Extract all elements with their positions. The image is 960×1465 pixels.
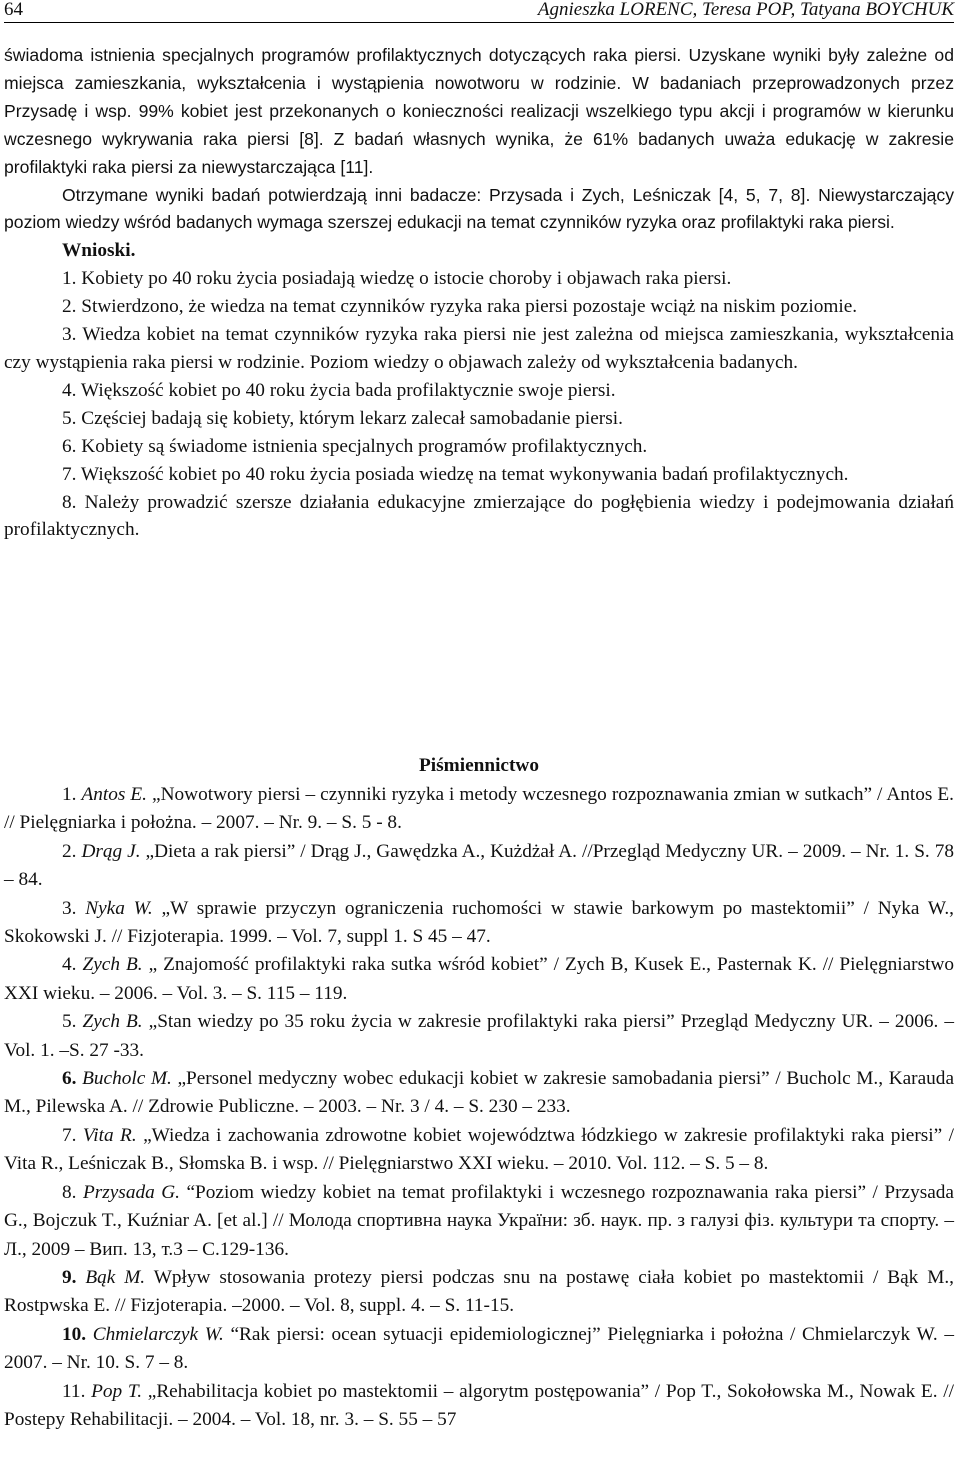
reference-number: 9. [62, 1266, 77, 1288]
reference-number: 6. [62, 1068, 77, 1090]
reference-author: Zych B. [82, 1011, 143, 1033]
conclusion-item: 4. Większość kobiet po 40 roku życia bada profilaktycznie swoje piersi. [62, 379, 616, 401]
reference-text: „Personel medyczny wobec edukacji kobiet w zakresie samobadania piersi” / Bucholc M., Karauda M., Pilewska A. // Zdrowie Publiczne. – 2003. – Nr. 3 / 4. – S. 230 – 233. [4, 1068, 955, 1118]
body-text [4, 42, 954, 544]
reference-number: 4. [62, 954, 77, 976]
reference-text: “Rak piersi: ocean sytuacji epidemiologicznej” Pielęgniarka i położna / Chmielarczyk W. – 2007. – Nr. 10. S. 7 – 8. [4, 1323, 955, 1374]
reference-item [4, 1122, 954, 1179]
reference-number: 5. [62, 1011, 77, 1033]
conclusion-item: 3. Wiedza kobiet na temat czynników ryzyka raka piersi nie jest zależna od miejsca zamieszkania, wykształcenia czy wystąpienia raka piersi w rodzinie. Poziom wiedzy o objawach zależy od wykształcenia badanych. [4, 324, 954, 373]
reference-number: 3. [62, 897, 77, 919]
reference-item [4, 838, 954, 895]
reference-author: Przysada G. [82, 1181, 180, 1203]
paragraph-confirmation: Otrzymane wyniki badań potwierdzają inni badacze: Przysada i Zych, Leśniczak [4, 5, 7, 8]. Niewystarczający poziom wiedzy wśród badanych wymaga szerszej edukacji na temat czynników ryzyka oraz profilaktyki raka piersi. [4, 184, 954, 233]
reference-text: „Nowotwory piersi – czynniki ryzyka i metody wczesnego rozpoznawania zmian w sutkach” / Antos E. // Pielęgniarka i położna. – 2007. – Nr. 9. – S. 5 - 8. [4, 784, 954, 834]
reference-author: Zych B. [82, 954, 143, 976]
running-header [4, 0, 954, 23]
conclusion-item: 7. Większość kobiet po 40 roku życia posiada wiedzę na temat wykonywania badań profilaktycznych. [62, 463, 849, 485]
reference-text: „Rehabilitacja kobiet po mastektomii – algorytm postępowania” / Pop T., Sokołowska M., Nowak E. // Postepy Rehabilitacji. – 2004. – Vol. 18, nr. 3. – S. 55 – 57 [4, 1380, 954, 1430]
reference-text: Wpływ stosowania protezy piersi podczas snu na postawę ciała kobiet po mastektomii / Bąk M., Rostpwska E. // Fizjoterapia. –2000. – Vol. 8, suppl. 4. – S. 11-15. [4, 1266, 954, 1317]
reference-author: Chmielarczyk W. [92, 1323, 224, 1345]
reference-author: Antos E. [81, 784, 148, 805]
reference-author: Bucholc M. [82, 1068, 172, 1090]
reference-author: Vita R. [82, 1124, 137, 1146]
conclusion-item: 5. Częściej badają się kobiety, którym lekarz zalecał samobadanie piersi. [62, 407, 623, 429]
reference-item [4, 1065, 954, 1122]
reference-item [4, 781, 954, 838]
reference-author: Pop T. [91, 1380, 143, 1402]
page-number: 64 [4, 0, 23, 20]
conclusion-item: 8. Należy prowadzić szersze działania edukacyjne zmierzające do pogłębienia wiedzy i podejmowania działań profilaktycznych. [4, 491, 954, 541]
reference-item [4, 895, 954, 952]
reference-text: „Stan wiedzy po 35 roku życia w zakresie profilaktyki raka piersi” Przegląd Medyczny UR. – 2006. – Vol. 1. –S. 27 -33. [4, 1011, 954, 1061]
reference-author: Bąk M. [85, 1266, 146, 1288]
conclusion-item: 1. Kobiety po 40 roku życia posiadają wiedzę o istocie choroby i objawach raka piersi. [62, 268, 732, 290]
reference-number: 8. [62, 1181, 77, 1203]
reference-number: 11. [62, 1380, 86, 1402]
reference-number: 1. [62, 784, 77, 805]
reference-item [4, 1321, 954, 1378]
reference-text: „W sprawie przyczyn ograniczenia ruchomości w stawie barkowym po mastektomii” / Nyka W., Skokowski J. // Fizjoterapia. 1999. – Vol. 7, suppl 1. S 45 – 47. [4, 897, 954, 948]
reference-text: „Dieta a rak piersi” / Drąg J., Gawędzka A., Kużdżał A. //Przegląd Medyczny UR. – 2009. – Nr. 1. S. 78 – 84. [4, 840, 954, 891]
reference-text: “Poziom wiedzy kobiet na temat profilaktyki i wczesnego rozpoznawania raka piersi” / Przysada G., Bojczuk T., Kuźniar A. [et al.] // Молода спортивна наука України: зб. наук. пр. з галузі фіз. культури та спорту. – Л., 2009 – Вип. 13, т.3 – С.129-136. [4, 1181, 954, 1260]
paragraph-results: świadoma istnienia specjalnych programów profilaktycznych dotyczących raka piersi. Uzyskane wyniki były zależne od miejsca zamieszkania, wykształcenia i wystąpienia nowotworu w rodzinie. W badaniach przeprowadzonych przez Przysadę i wsp. 99% kobiet jest przekonanych o konieczności realizacji wszelkiego typu akcji i programów w kierunku wczesnego wykrywania raka piersi [8]. Z badań własnych wynika, że 61% badanych uważa edukację w zakresie profilaktyki raka piersi za niewystarczająca [11]. [4, 45, 954, 177]
conclusion-item: 6. Kobiety są świadome istnienia specjalnych programów profilaktycznych. [62, 435, 648, 457]
reference-item [4, 1264, 954, 1321]
conclusions-heading: Wnioski. [62, 240, 136, 262]
reference-item [4, 1179, 954, 1264]
header-authors: Agnieszka LORENC, Teresa POP, Tatyana BOYCHUK [537, 0, 954, 20]
reference-item [4, 951, 954, 1008]
conclusion-item: 2. Stwierdzono, że wiedza na temat czynników ryzyka raka piersi pozostaje wciąż na niskim poziomie. [62, 296, 858, 318]
reference-number: 2. [62, 840, 77, 862]
references-section [4, 752, 954, 1434]
reference-text: „ Znajomość profilaktyki raka sutka wśród kobiet” / Zych B, Kusek E., Pasternak K. // Pielęgniarstwo XXI wieku. – 2006. – Vol. 3. – S. 115 – 119. [4, 954, 955, 1004]
reference-author: Drąg J. [81, 840, 141, 862]
reference-item [4, 1008, 954, 1065]
reference-number: 10. [62, 1323, 87, 1345]
reference-number: 7. [62, 1124, 77, 1146]
reference-text: „Wiedza i zachowania zdrowotne kobiet województwa łódzkiego w zakresie profilaktyki raka piersi” / Vita R., Leśniczak B., Słomska B. i wsp. // Pielęgniarstwo XXI wieku. – 2010. Vol. 112. – S. 5 – 8. [4, 1124, 954, 1175]
references-heading: Piśmiennictwo [419, 755, 539, 776]
reference-author: Nyka W. [85, 897, 153, 919]
reference-item [4, 1378, 954, 1435]
